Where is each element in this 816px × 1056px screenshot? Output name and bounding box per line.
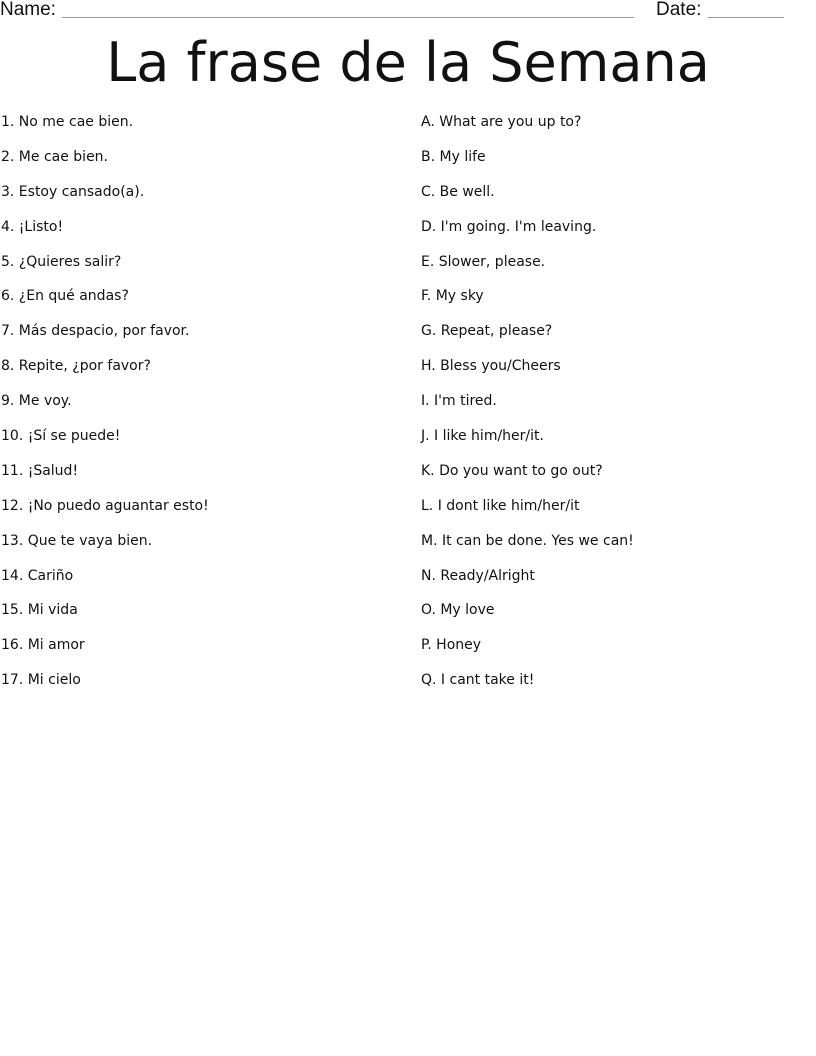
answer-item: H. Bless you/Cheers	[421, 358, 561, 375]
answer-item: F. My sky	[421, 288, 484, 305]
question-item: 12. ¡No puedo aguantar esto!	[1, 497, 209, 514]
answer-item: D. I'm going. I'm leaving.	[421, 218, 597, 235]
question-item: 4. ¡Listo!	[1, 218, 64, 235]
date-blank-line[interactable]	[708, 17, 784, 18]
question-item: 14. Cariño	[1, 567, 74, 584]
question-item: 3. Estoy cansado(a).	[1, 183, 145, 200]
answer-item: A. What are you up to?	[421, 114, 582, 130]
question-list	[1, 112, 401, 705]
worksheet-header	[0, 0, 816, 24]
question-item: 7. Más despacio, por favor.	[1, 323, 190, 340]
question-item: 8. Repite, ¿por favor?	[1, 358, 151, 375]
answer-item: L. I dont like him/her/it	[421, 497, 580, 514]
name-blank-line[interactable]	[62, 17, 634, 18]
answer-item: C. Be well.	[421, 183, 495, 200]
answer-item: I. I'm tired.	[421, 393, 497, 410]
worksheet-title: La frase de la Semana	[106, 31, 710, 94]
answer-item: E. Slower, please.	[421, 253, 546, 270]
answer-item: Q. I cant take it!	[421, 672, 535, 689]
answer-item: M. It can be done. Yes we can!	[421, 532, 634, 549]
date-label: Date:	[656, 0, 702, 20]
answer-item: P. Honey	[421, 637, 482, 654]
answer-item: K. Do you want to go out?	[421, 462, 603, 479]
answer-item: N. Ready/Alright	[421, 567, 535, 584]
question-item: 13. Que te vaya bien.	[1, 532, 153, 549]
answer-item: B. My life	[421, 148, 486, 165]
question-item: 5. ¿Quieres salir?	[1, 253, 122, 270]
name-label: Name:	[0, 0, 56, 20]
question-item: 1. No me cae bien.	[1, 114, 134, 130]
question-item: 17. Mi cielo	[1, 672, 81, 689]
question-item: 11. ¡Salud!	[1, 462, 79, 479]
question-item: 15. Mi vida	[1, 602, 78, 619]
answer-list	[421, 112, 816, 705]
question-item: 9. Me voy.	[1, 393, 72, 410]
question-item: 6. ¿En qué andas?	[1, 288, 129, 305]
answer-item: J. I like him/her/it.	[421, 428, 544, 445]
answer-item: G. Repeat, please?	[421, 323, 553, 340]
question-item: 2. Me cae bien.	[1, 148, 109, 165]
answer-item: O. My love	[421, 602, 495, 619]
question-item: 10. ¡Sí se puede!	[1, 428, 121, 445]
question-item: 16. Mi amor	[1, 637, 85, 654]
